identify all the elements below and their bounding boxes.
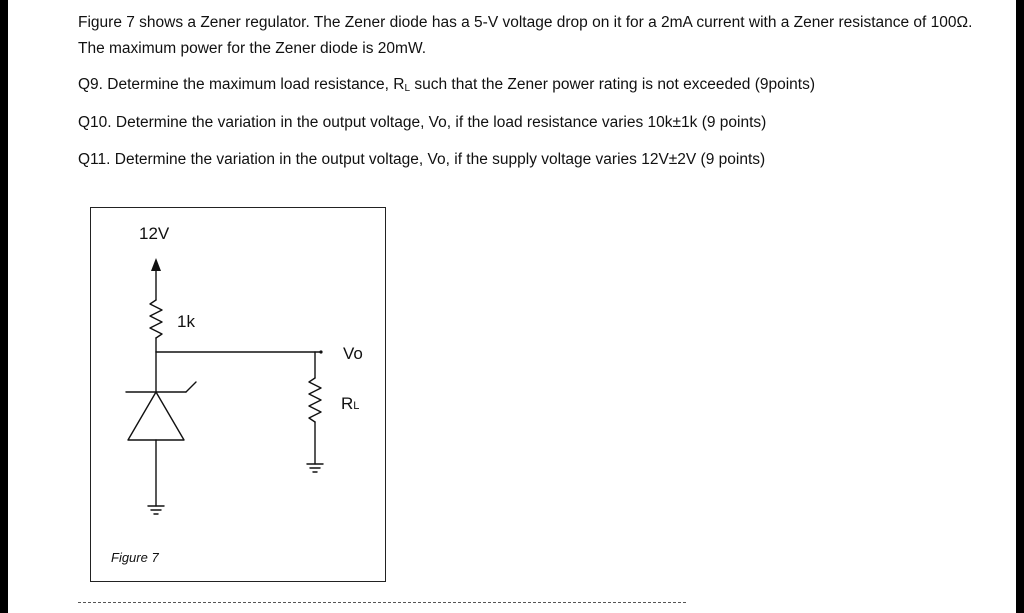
q9-text-end: such that the Zener power rating is not exceeded (9points) <box>410 76 815 93</box>
zener-diode-triangle <box>128 392 184 440</box>
load-label-main: R <box>341 394 354 413</box>
intro-paragraph: Figure 7 shows a Zener regulator. The Zener diode has a 5-V voltage drop on it for a 2mA current with a Zener resistance of 100Ω. The maximum power for the Zener diode is 20mW. <box>78 14 973 57</box>
output-voltage-label: Vo <box>343 344 363 363</box>
document-page <box>8 0 1016 613</box>
question-9 <box>78 72 978 102</box>
dashed-separator <box>78 602 686 603</box>
resistor-1k <box>150 300 162 338</box>
load-label-sub: L <box>353 400 360 412</box>
load-resistor <box>309 378 321 422</box>
resistor-value-label: 1k <box>177 312 195 331</box>
figure-7-box <box>90 207 386 582</box>
q9-text-start: Q9. Determine the maximum load resistance, R <box>78 76 405 93</box>
zener-cathode-hook <box>186 382 196 392</box>
question-10: Q10. Determine the variation in the output voltage, Vo, if the load resistance varies 10k±1k (9 points) <box>78 114 767 131</box>
load-resistor-label <box>341 394 359 414</box>
output-node-dot <box>319 350 322 353</box>
supply-voltage-label: 12V <box>139 224 170 243</box>
question-11: Q11. Determine the variation in the output voltage, Vo, if the supply voltage varies 12V±2V (9 points) <box>78 151 766 168</box>
supply-arrow <box>151 258 161 271</box>
q9-subscript: L <box>404 83 411 94</box>
figure-caption: Figure 7 <box>111 550 159 565</box>
